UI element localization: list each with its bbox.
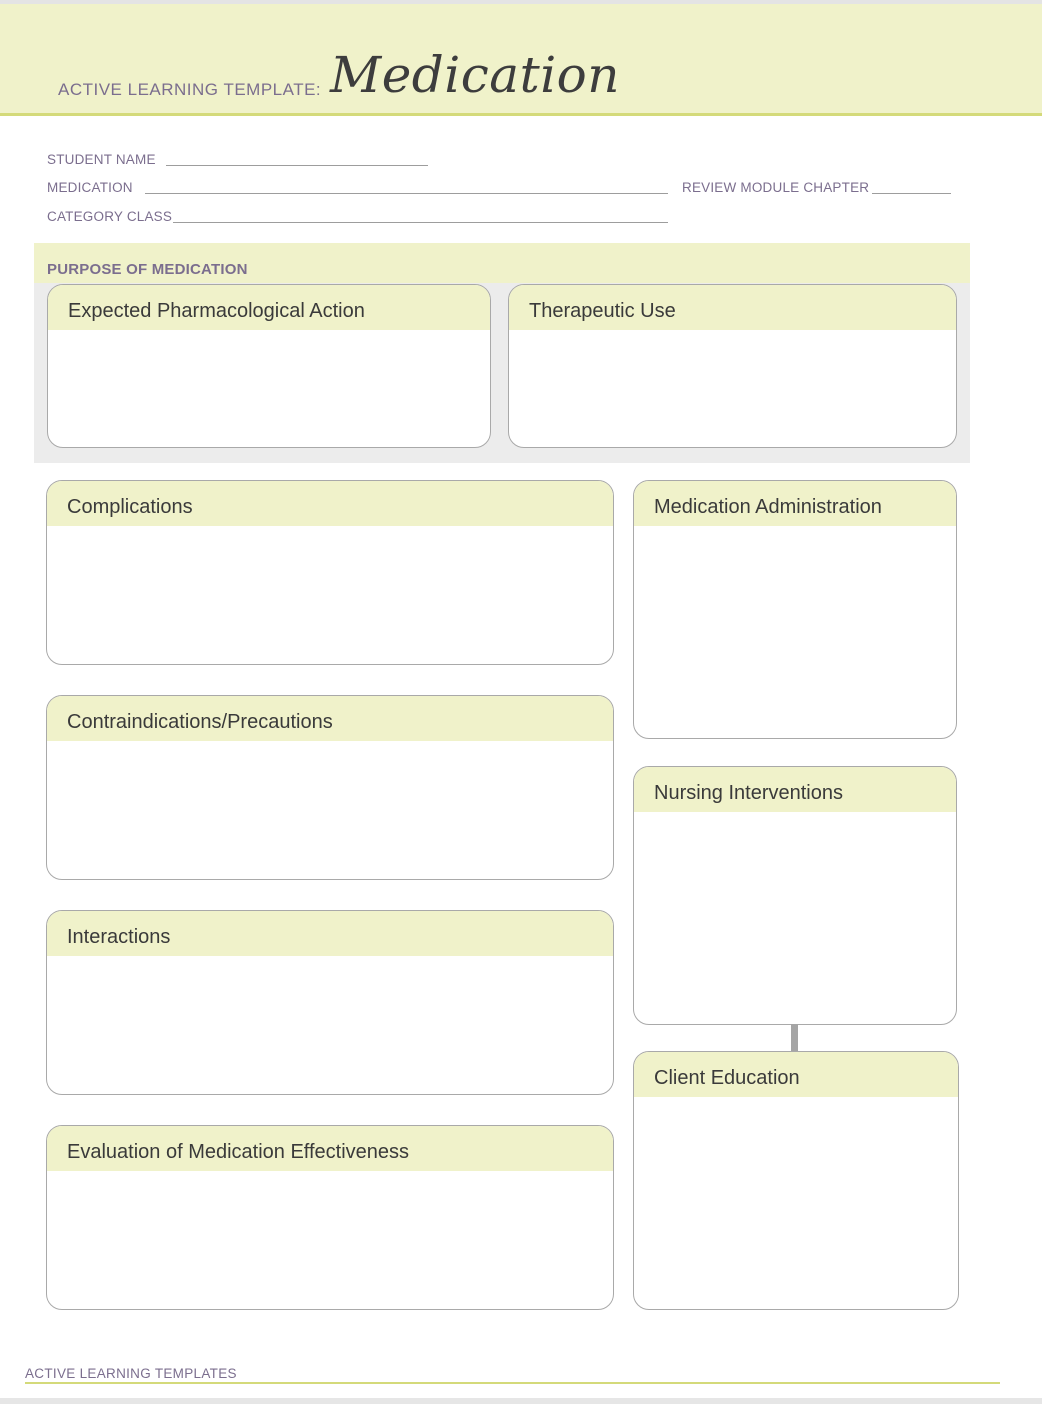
footer-label: ACTIVE LEARNING TEMPLATES	[25, 1366, 237, 1381]
therapeutic-use-heading: Therapeutic Use	[509, 285, 956, 330]
purpose-label: PURPOSE OF MEDICATION	[47, 261, 248, 278]
footer-divider	[25, 1382, 1000, 1384]
expected-action-box[interactable]	[47, 284, 491, 448]
client-education-box[interactable]	[633, 1051, 959, 1310]
header-divider	[0, 113, 1042, 116]
evaluation-heading: Evaluation of Medication Effectiveness	[47, 1126, 613, 1171]
template-label: ACTIVE LEARNING TEMPLATE:	[58, 80, 322, 99]
review-module-chapter-field[interactable]	[872, 193, 951, 194]
complications-heading: Complications	[47, 481, 613, 526]
administration-heading: Medication Administration	[634, 481, 956, 526]
student-name-field[interactable]	[166, 165, 428, 166]
category-class-label: CATEGORY CLASS	[47, 209, 173, 224]
nursing-interventions-heading: Nursing Interventions	[634, 767, 956, 812]
student-name-label: STUDENT NAME	[47, 152, 156, 167]
therapeutic-use-box[interactable]	[508, 284, 957, 448]
category-class-field[interactable]	[173, 222, 668, 223]
contraindications-box[interactable]	[46, 695, 614, 880]
interactions-heading: Interactions	[47, 911, 613, 956]
template-title: Medication	[330, 46, 620, 104]
contraindications-heading: Contraindications/Precautions	[47, 696, 613, 741]
bottom-bar	[0, 1398, 1042, 1404]
interactions-box[interactable]	[46, 910, 614, 1095]
expected-action-heading: Expected Pharmacological Action	[48, 285, 490, 330]
nursing-interventions-box[interactable]	[633, 766, 957, 1025]
medication-label: MEDICATION	[47, 180, 133, 195]
administration-box[interactable]	[633, 480, 957, 739]
complications-box[interactable]	[46, 480, 614, 665]
client-education-heading: Client Education	[634, 1052, 958, 1097]
review-module-chapter-label: REVIEW MODULE CHAPTER	[682, 180, 870, 195]
medication-field[interactable]	[145, 193, 668, 194]
connector-bar	[791, 1024, 798, 1052]
evaluation-box[interactable]	[46, 1125, 614, 1310]
